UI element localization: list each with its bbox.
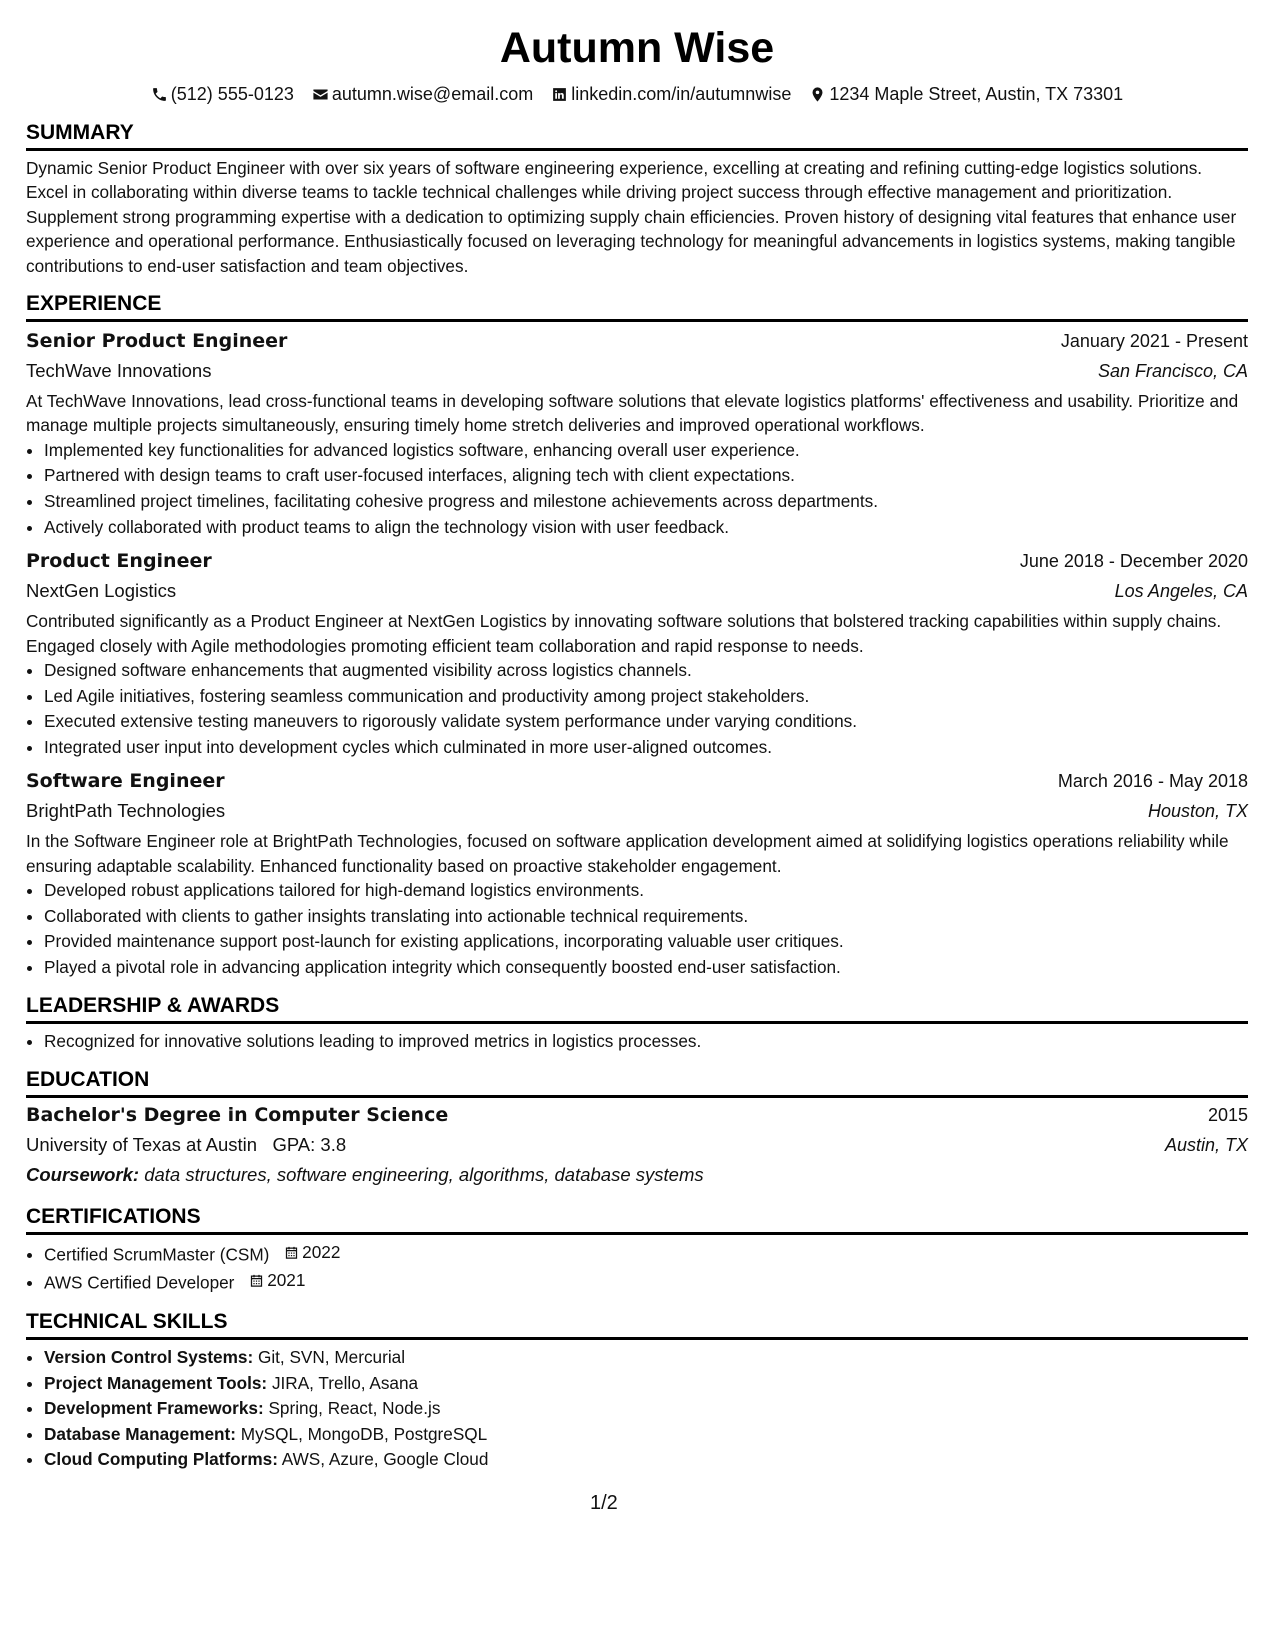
- section-title-education: EDUCATION: [26, 1067, 1248, 1098]
- skill-value: JIRA, Trello, Asana: [271, 1372, 419, 1393]
- skill-value: AWS, Azure, Google Cloud: [281, 1449, 489, 1470]
- calendar-icon: [284, 1245, 299, 1260]
- certifications-section: [26, 1204, 1248, 1296]
- leadership-section: [26, 993, 1248, 1055]
- page-number: 1/2: [590, 1492, 618, 1514]
- job-location: Los Angeles, CA: [1114, 581, 1248, 602]
- job-company: NextGen Logistics: [26, 580, 177, 602]
- skill-label: Version Control Systems:: [44, 1346, 254, 1367]
- certifications-list: [26, 1240, 1248, 1296]
- list-item: • Actively collaborated with product teams to align the technology vision with user feedback.: [44, 515, 1248, 541]
- resume-page: [26, 18, 1248, 1473]
- list-item: [44, 1240, 1248, 1268]
- skill-value: Git, SVN, Mercurial: [257, 1346, 406, 1367]
- list-item: • Integrated user input into development cycles which culminated in more user-aligned outcomes.: [44, 735, 1248, 761]
- school-location: Austin, TX: [1164, 1135, 1248, 1156]
- list-item: [44, 1371, 1248, 1397]
- job-bullets: [26, 438, 1248, 540]
- experience-section: [26, 291, 1248, 981]
- list-item: • Streamlined project timelines, facilitating cohesive progress and milestone achievements across departments.: [44, 489, 1248, 515]
- contact-email[interactable]: [312, 80, 533, 108]
- job-bullets: [26, 878, 1248, 980]
- cert-name: Certified ScrumMaster (CSM): [44, 1244, 270, 1265]
- contact-phone[interactable]: [151, 80, 294, 108]
- job-company: TechWave Innovations: [26, 360, 212, 382]
- skill-label: Development Frameworks:: [44, 1398, 264, 1419]
- coursework-text: data structures, software engineering, algorithms, database systems: [144, 1164, 704, 1186]
- job-entry: [26, 546, 1248, 760]
- coursework-label: Coursework:: [26, 1164, 140, 1186]
- list-item: • Recognized for innovative solutions leading to improved metrics in logistics processes.: [44, 1029, 1248, 1055]
- contact-linkedin[interactable]: [551, 80, 791, 108]
- leadership-list: [26, 1029, 1248, 1055]
- contact-bar: [26, 80, 1248, 108]
- job-title: Software Engineer: [26, 770, 225, 793]
- list-item: • Partnered with design teams to craft user-focused interfaces, aligning tech with client expectations.: [44, 463, 1248, 489]
- job-location: San Francisco, CA: [1097, 361, 1248, 382]
- contact-address: [809, 80, 1123, 108]
- cert-year-text: 2021: [267, 1270, 306, 1291]
- job-description: In the Software Engineer role at BrightPath Technologies, focused on software application development aimed at solidifying logistics operations reliability while ensuring adaptable scalability. Enhanced functionality based on proactive stakeholder engagement.: [26, 831, 1229, 876]
- list-item: • Provided maintenance support post-launch for existing applications, incorporating valuable user critiques.: [44, 929, 1248, 955]
- list-item: • Implemented key functionalities for advanced logistics software, enhancing overall user experience.: [44, 438, 1248, 464]
- map-pin-icon: [809, 86, 826, 103]
- cert-date: [249, 1268, 305, 1294]
- section-title-experience: EXPERIENCE: [26, 291, 1248, 322]
- list-item: • Led Agile initiatives, fostering seamless communication and productivity among project stakeholders.: [44, 684, 1248, 710]
- email-text: autumn.wise@email.com: [331, 84, 534, 104]
- education-section: [26, 1067, 1248, 1190]
- list-item: • Designed software enhancements that augmented visibility across logistics channels.: [44, 658, 1248, 684]
- envelope-icon: [312, 86, 329, 103]
- list-item: [44, 1345, 1248, 1371]
- list-item: • Executed extensive testing maneuvers to rigorously validate system performance under varying conditions.: [44, 709, 1248, 735]
- job-description: Contributed significantly as a Product Engineer at NextGen Logistics by innovating software solutions that bolstered tracking capabilities within supply chains. Engaged closely with Agile methodologies promoting efficient team collaboration and rapid response to needs.: [26, 611, 1222, 656]
- job-description: At TechWave Innovations, lead cross-functional teams in developing software solutions that elevate logistics platforms' effectiveness and usability. Prioritize and manage multiple projects simultaneously, ensuring timely home stretch deliveries and improved operational workflows.: [26, 391, 1239, 436]
- linkedin-text: linkedin.com/in/autumnwise: [571, 84, 792, 104]
- job-dates: June 2018 - December 2020: [1019, 551, 1248, 572]
- job-bullets: [26, 658, 1248, 760]
- phone-icon: [151, 86, 168, 103]
- cert-date: [284, 1240, 340, 1266]
- coursework-line: [26, 1160, 1248, 1190]
- cert-name: AWS Certified Developer: [44, 1272, 235, 1293]
- section-title-certifications: CERTIFICATIONS: [26, 1204, 1248, 1235]
- skills-section: [26, 1309, 1248, 1473]
- list-item: [44, 1422, 1248, 1448]
- gpa: GPA: 3.8: [272, 1134, 347, 1156]
- list-item: • Collaborated with clients to gather insights translating into actionable technical requirements.: [44, 904, 1248, 930]
- job-dates: March 2016 - May 2018: [1057, 771, 1248, 792]
- job-location: Houston, TX: [1147, 801, 1248, 822]
- skill-label: Database Management:: [44, 1423, 236, 1444]
- school-name: University of Texas at Austin: [26, 1134, 258, 1156]
- calendar-icon: [249, 1273, 264, 1288]
- job-title: Product Engineer: [26, 550, 212, 573]
- job-title: Senior Product Engineer: [26, 330, 288, 353]
- skill-label: Cloud Computing Platforms:: [44, 1449, 278, 1470]
- section-title-leadership: LEADERSHIP & AWARDS: [26, 993, 1248, 1024]
- summary-text: Dynamic Senior Product Engineer with over six years of software engineering experience, excelling at creating and refining cutting-edge logistics solutions. Excel in collaborating within diverse teams to tackle technical challenges while driving project success through effective management and prioritization. Supplement strong programming expertise with a dedication to optimizing supply chain efficiencies. Proven history of designing vital features that enhance user experience and operational performance. Enthusiastically focused on leveraging technology for meaningful advancements in logistics systems, making tangible contributions to end-user satisfaction and team objectives.: [26, 158, 1237, 276]
- address-text: 1234 Maple Street, Austin, TX 73301: [829, 84, 1124, 104]
- list-item: [44, 1447, 1248, 1473]
- section-title-skills: TECHNICAL SKILLS: [26, 1309, 1248, 1340]
- degree-title: Bachelor's Degree in Computer Science: [26, 1104, 449, 1127]
- skill-label: Project Management Tools:: [44, 1372, 268, 1393]
- job-company: BrightPath Technologies: [26, 800, 226, 822]
- job-entry: [26, 766, 1248, 980]
- linkedin-icon: [551, 86, 568, 103]
- candidate-name: Autumn Wise: [499, 24, 775, 72]
- job-entry: [26, 326, 1248, 540]
- skill-value: MySQL, MongoDB, PostgreSQL: [240, 1423, 488, 1444]
- list-item: [44, 1268, 1248, 1296]
- section-title-summary: SUMMARY: [26, 120, 1248, 151]
- cert-year-text: 2022: [302, 1242, 341, 1263]
- graduation-year: 2015: [1207, 1105, 1248, 1126]
- list-item: • Played a pivotal role in advancing application integrity which consequently boosted end-user satisfaction.: [44, 955, 1248, 981]
- summary-section: [26, 120, 1248, 278]
- skills-list: [26, 1345, 1248, 1473]
- list-item: • Developed robust applications tailored for high-demand logistics environments.: [44, 878, 1248, 904]
- school-line: [26, 1130, 346, 1160]
- skill-value: Spring, React, Node.js: [268, 1398, 441, 1419]
- list-item: [44, 1396, 1248, 1422]
- job-dates: January 2021 - Present: [1060, 331, 1248, 352]
- phone-text: (512) 555-0123: [170, 84, 294, 104]
